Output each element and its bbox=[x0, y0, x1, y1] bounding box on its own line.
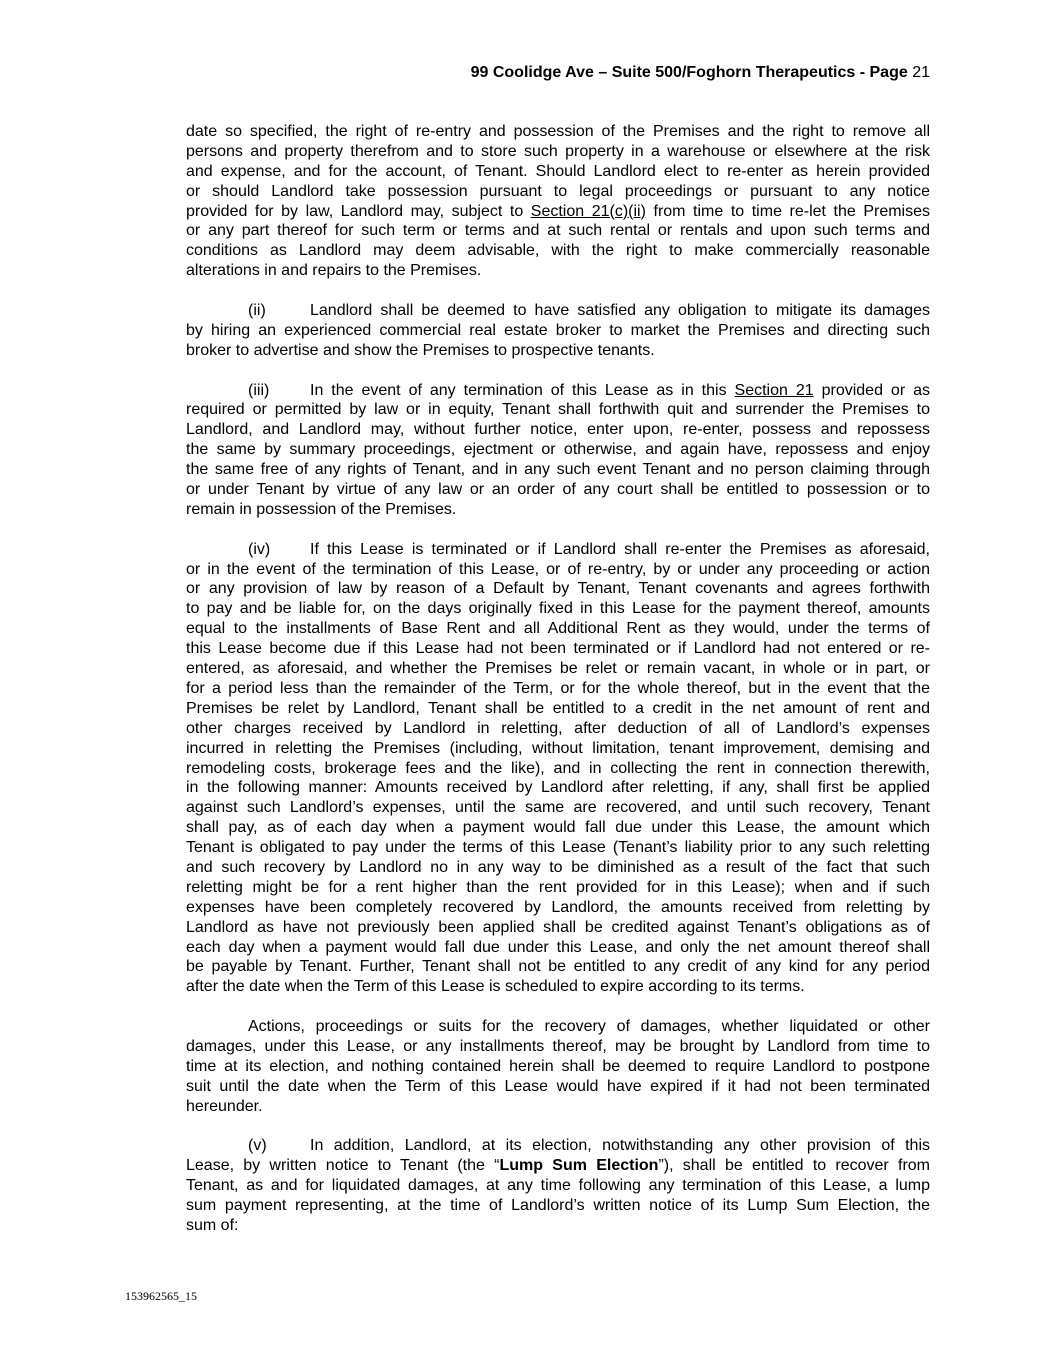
text-line: (iv) If this Lease is terminated or if Landlord shall re-enter the Premises as aforesaid, bbox=[248, 540, 930, 558]
document-id: 153962565_15 bbox=[125, 1289, 197, 1303]
clause-number: (iii) bbox=[248, 381, 270, 399]
document-body bbox=[186, 122, 930, 1256]
section-reference: Section 21 bbox=[734, 381, 814, 399]
text-line: or in the event of the termination of this Lease, or of re-entry, by or under any proceeding or action bbox=[186, 560, 930, 578]
text-line: incurred in reletting the Premises (including, without limitation, tenant improvement, demising and bbox=[186, 739, 930, 757]
text-line: or should Landlord take possession pursuant to legal proceedings or pursuant to any notice bbox=[186, 182, 930, 200]
text-line: or any part thereof for such term or terms and at such rental or rentals and upon such terms and bbox=[186, 222, 930, 240]
text-line: provided for by law, Landlord may, subject to Section 21(c)(ii) from time to time re-let the Premises bbox=[186, 202, 931, 220]
text-line: in the following manner: Amounts received by Landlord after reletting, if any, shall first be applied bbox=[186, 779, 930, 797]
text-line: for a period less than the remainder of the Term, or for the whole thereof, but in the event that the bbox=[186, 679, 930, 697]
text-line: date so specified, the right of re-entry and possession of the Premises and the right to remove all bbox=[186, 123, 930, 140]
text-line: Premises be relet by Landlord, Tenant shall be entitled to a credit in the net amount of rent and bbox=[186, 699, 930, 717]
text-line: required or permitted by law or in equity, Tenant shall forthwith quit and surrender the Premises to bbox=[186, 401, 930, 419]
text-line: reletting might be for a rent higher than the rent provided for in this Lease); when and if such bbox=[186, 878, 930, 896]
section-reference: Section 21(c)(ii) bbox=[530, 202, 646, 220]
header-title: 99 Coolidge Ave – Suite 500/Foghorn Therapeutics - Page bbox=[470, 64, 908, 81]
text-line: persons and property therefrom and to store such property in a warehouse or elsewhere at the risk bbox=[186, 142, 930, 160]
text-line: Lease, by written notice to Tenant (the “Lump Sum Election”), shall be entitled to recover from bbox=[186, 1157, 931, 1175]
clause-number: (iv) bbox=[248, 540, 271, 558]
paragraph bbox=[186, 1017, 930, 1116]
text-line: conditions as Landlord may deem advisable, with the right to make commercially reasonable bbox=[186, 242, 930, 260]
text-line: expenses have been completely recovered by Landlord, the amounts received from reletting by bbox=[186, 898, 930, 916]
defined-term: Lump Sum Election bbox=[499, 1157, 659, 1175]
clause-number: (ii) bbox=[248, 302, 266, 320]
text-line: the same free of any rights of Tenant, and in any such event Tenant and no person claiming through bbox=[186, 461, 930, 479]
text-line: by hiring an experienced commercial real estate broker to market the Premises and directing such bbox=[186, 321, 930, 339]
text-line: time at its election, and nothing contained herein shall be deemed to require Landlord to postpone bbox=[186, 1057, 930, 1075]
text-line: sum of: bbox=[186, 1216, 239, 1234]
text-line: Tenant is obligated to pay under the terms of this Lease (Tenant’s liability prior to any such reletting bbox=[186, 839, 930, 857]
text-line: after the date when the Term of this Lease is scheduled to expire according to its terms. bbox=[186, 978, 805, 996]
text-line: (ii) Landlord shall be deemed to have satisfied any obligation to mitigate its damages bbox=[248, 302, 930, 320]
text-line: suit until the date when the Term of this Lease would have expired if it had not been terminated bbox=[186, 1077, 930, 1095]
paragraph bbox=[186, 540, 930, 997]
text-line: this Lease become due if this Lease had not been terminated or if Landlord had not entered or re- bbox=[186, 640, 930, 658]
text-line: shall pay, as of each day when a payment would fall due under this Lease, the amount which bbox=[186, 819, 930, 837]
paragraph bbox=[186, 1136, 930, 1235]
text-line: broker to advertise and show the Premises to prospective tenants. bbox=[186, 341, 655, 359]
text-line: and such recovery by Landlord no in any way to be diminished as a result of the fact that such bbox=[186, 858, 930, 876]
clause-number: (v) bbox=[248, 1137, 267, 1155]
text-line: equal to the installments of Base Rent and all Additional Rent as they would, under the terms of bbox=[186, 620, 930, 638]
paragraph bbox=[186, 381, 930, 520]
text-line: each day when a payment would fall due under this Lease, and only the net amount thereof shall bbox=[186, 938, 930, 956]
text-line: to pay and be liable for, on the days originally fixed in this Lease for the payment thereof, amounts bbox=[186, 600, 930, 618]
page-number: 21 bbox=[912, 64, 930, 81]
text-line: Tenant, as and for liquidated damages, at any time following any termination of this Lease, a lump bbox=[186, 1177, 930, 1195]
text-line: (v) In addition, Landlord, at its election, notwithstanding any other provision of this bbox=[248, 1137, 930, 1155]
text-line: damages, under this Lease, or any installments thereof, may be brought by Landlord from time to bbox=[186, 1037, 930, 1055]
text-line: the same by summary proceedings, ejectment or otherwise, and again have, repossess and enjoy bbox=[186, 441, 930, 459]
text-line: or any provision of law by reason of a Default by Tenant, Tenant covenants and agrees forthwith bbox=[186, 580, 930, 598]
paragraph bbox=[186, 301, 930, 361]
text-line: alterations in and repairs to the Premises. bbox=[186, 262, 482, 280]
text-line: Landlord, and Landlord may, without further notice, enter upon, re-enter, possess and repossess bbox=[186, 421, 930, 439]
page-header bbox=[471, 63, 930, 83]
text-line: Landlord as have not previously been applied shall be credited against Tenant’s obligations as of bbox=[186, 918, 930, 936]
text-line: entered, as aforesaid, and whether the Premises be relet or remain vacant, in whole or in part, or bbox=[186, 660, 930, 678]
text-line: be payable by Tenant. Further, Tenant shall not be entitled to any credit of any kind for any period bbox=[186, 958, 930, 976]
text-line: Actions, proceedings or suits for the recovery of damages, whether liquidated or other bbox=[248, 1018, 930, 1036]
text-line: other charges received by Landlord in reletting, after deduction of all of Landlord’s expenses bbox=[186, 719, 930, 737]
text-line: against such Landlord’s expenses, until the same are recovered, and until such recovery, Tenant bbox=[186, 799, 930, 817]
text-line: sum payment representing, at the time of Landlord’s written notice of its Lump Sum Election, the bbox=[186, 1197, 930, 1215]
text-line: remodeling costs, brokerage fees and the like), and in collecting the rent in connection therewith, bbox=[186, 759, 930, 777]
paragraph bbox=[186, 122, 930, 281]
text-line: and expense, and for the account, of Tenant. Should Landlord elect to re-enter as herein provided bbox=[186, 162, 930, 180]
text-line: (iii) In the event of any termination of this Lease as in this Section 21 provided or as bbox=[248, 381, 930, 399]
text-line: remain in possession of the Premises. bbox=[186, 500, 457, 518]
text-line: hereunder. bbox=[186, 1097, 263, 1115]
text-line: or under Tenant by virtue of any law or an order of any court shall be entitled to possession or to bbox=[186, 481, 930, 499]
